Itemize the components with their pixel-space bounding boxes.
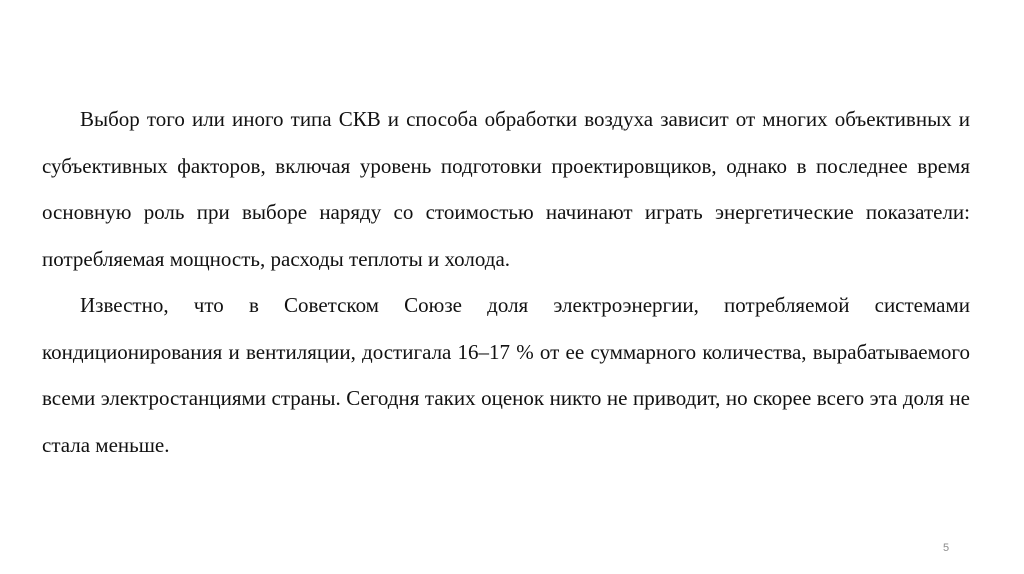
page-number: 5 — [942, 542, 950, 554]
slide-text-block — [42, 96, 970, 468]
paragraph-air-conditioning-choice: Выбор того или иного типа СКВ и способа обработки воздуха зависит от многих объективных и субъективных факторов, включая уровень подготовки проектировщиков, однако в последнее время основную роль при выборе наряду со стоимостью начинают играть энергетические показатели: потребляемая мощность, расходы теплоты и холода. — [42, 107, 970, 271]
paragraph-soviet-energy-share: Известно, что в Советском Союзе доля электроэнергии, потребляемой системами кондиционирования и вентиляции, достигала 16–17 % от ее суммарного количества, вырабатываемого всеми электростанциями страны. Сегодня таких оценок никто не приводит, но скорее всего эта доля не стала меньше. — [42, 293, 970, 457]
